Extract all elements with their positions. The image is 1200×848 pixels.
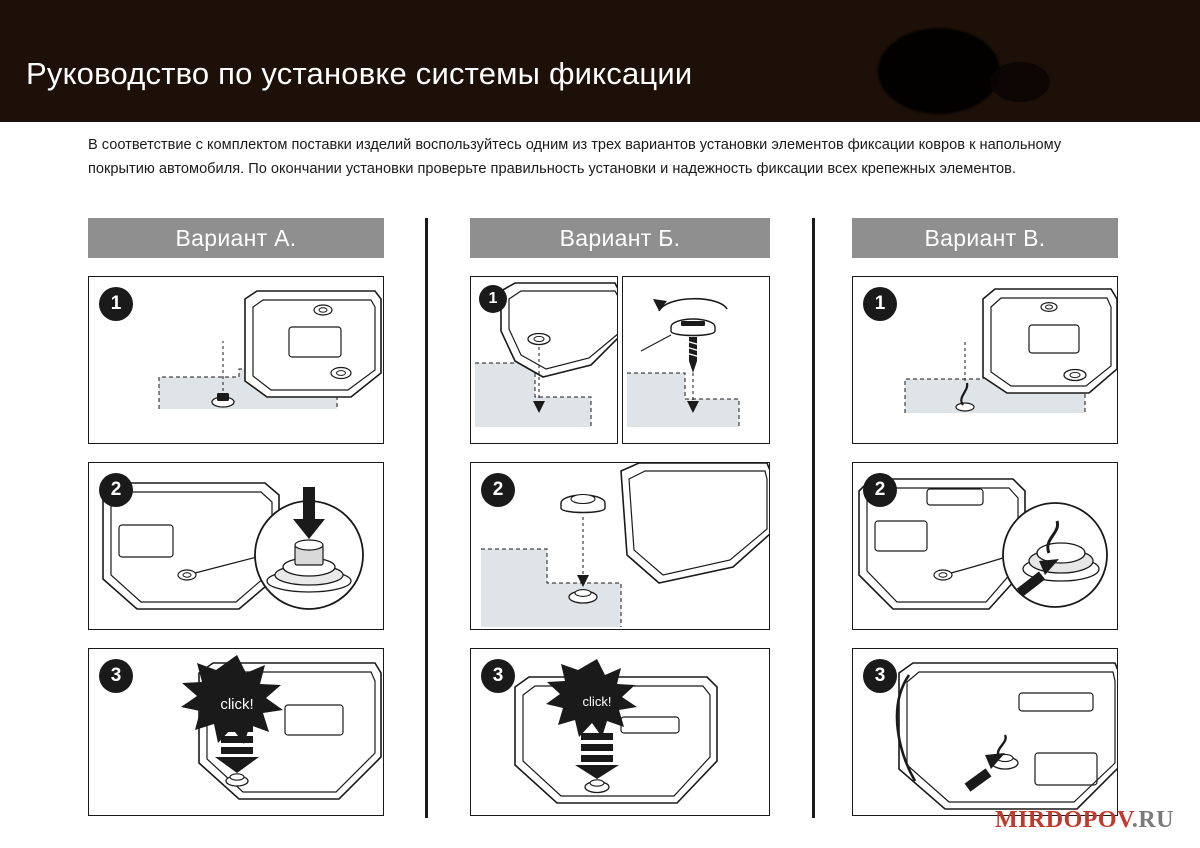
variant-b-step-3-badge: 3 <box>481 659 515 693</box>
variant-b-click-label: click! <box>582 694 612 709</box>
variant-a-step-1-panel <box>88 276 384 444</box>
watermark-name: MIRDOPOV <box>994 807 1132 833</box>
page-header <box>0 0 1200 122</box>
variant-b-step-1-right-illustration <box>623 277 769 443</box>
variant-c-column <box>852 218 1118 816</box>
variant-a-click-label: click! <box>220 696 254 713</box>
variant-c-step-3-panel <box>852 648 1118 816</box>
variant-a-column <box>88 218 384 816</box>
variant-b-column <box>470 218 770 816</box>
variant-a-step-2-panel <box>88 462 384 630</box>
header-decorative-blob-secondary-icon <box>990 62 1050 102</box>
variant-a-step-1-illustration <box>89 277 383 443</box>
variant-b-step-1-group <box>470 276 770 444</box>
variant-b-step-3-illustration <box>471 649 769 815</box>
variant-a-step-2-illustration <box>89 463 383 629</box>
variant-c-step-1-panel <box>852 276 1118 444</box>
variant-a-step-3-badge: 3 <box>99 659 133 693</box>
variant-b-step-1-panel-right <box>622 276 770 444</box>
variant-a-step-1-badge: 1 <box>99 287 133 321</box>
variant-b-step-3-panel <box>470 648 770 816</box>
variant-a-step-2-badge: 2 <box>99 473 133 507</box>
watermark <box>995 807 1174 834</box>
variant-b-step-2-illustration <box>471 463 769 629</box>
watermark-tld: .RU <box>1131 807 1174 833</box>
variant-a-step-3-panel <box>88 648 384 816</box>
header-decorative-blob-icon <box>878 28 1000 114</box>
variants-container <box>0 218 1200 818</box>
variant-c-step-3-badge: 3 <box>863 659 897 693</box>
variant-b-step-2-badge: 2 <box>481 473 515 507</box>
page-title: Руководство по установке системы фиксации <box>26 56 693 91</box>
variant-c-step-1-badge: 1 <box>863 287 897 321</box>
intro-paragraph: В соответствие с комплектом поставки изделий воспользуйтесь одним из трех вариантов установки элементов фиксации ковров к напольному покрытию автомобиля. По окончании установки проверьте правильность установки и надежность фиксации всех крепежных элементов. <box>88 137 1062 177</box>
variant-b-step-1-panel-left <box>470 276 618 444</box>
variant-c-heading: Вариант В. <box>852 218 1118 258</box>
variant-a-heading: Вариант А. <box>88 218 384 258</box>
variant-b-heading: Вариант Б. <box>470 218 770 258</box>
variant-b-step-2-panel <box>470 462 770 630</box>
variant-c-step-2-badge: 2 <box>863 473 897 507</box>
variant-a-step-3-illustration <box>89 649 383 815</box>
variant-c-step-2-panel <box>852 462 1118 630</box>
variant-b-step-1-badge: 1 <box>479 285 507 313</box>
